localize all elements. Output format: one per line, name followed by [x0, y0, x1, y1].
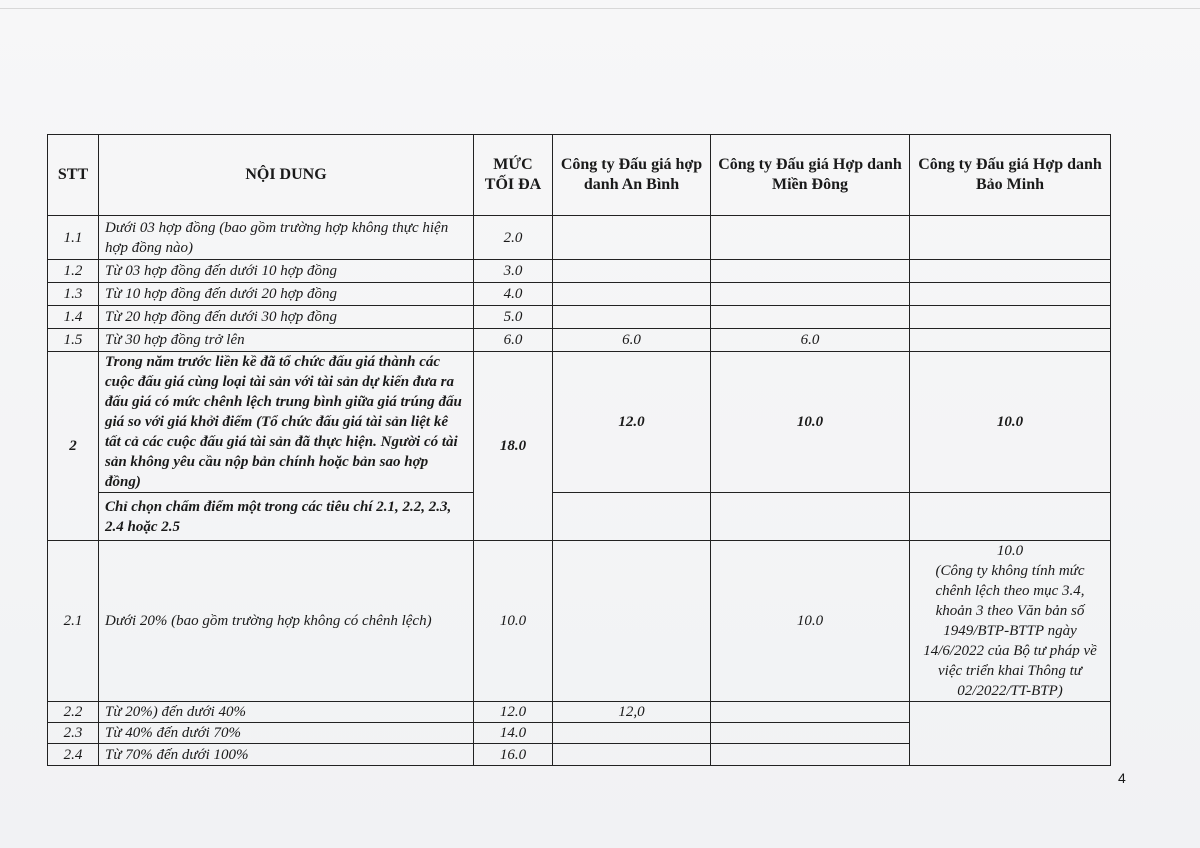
row-score-an-binh: [553, 260, 711, 283]
section-2-note-empty: [711, 493, 910, 541]
row-max: 2.0: [474, 216, 553, 260]
row-score-bao-minh: [910, 541, 1111, 702]
row-score-mien-dong: [711, 216, 910, 260]
row-stt: 1.2: [48, 260, 99, 283]
section-2-score-an-binh: 12.0: [553, 352, 711, 493]
row-score-bao-minh-empty: [910, 702, 1111, 766]
row-score-an-binh: 6.0: [553, 329, 711, 352]
table-row: [48, 216, 1111, 260]
row-content: Từ 20%) đến dưới 40%: [99, 702, 474, 723]
row-stt: 2.1: [48, 541, 99, 702]
row-content: Dưới 20% (bao gồm trường hợp không có chênh lệch): [99, 541, 474, 702]
row-max: 10.0: [474, 541, 553, 702]
row-score-an-binh: 12,0: [553, 702, 711, 723]
row-score-bao-minh: [910, 260, 1111, 283]
row-content: Từ 30 hợp đồng trở lên: [99, 329, 474, 352]
row-stt: 1.5: [48, 329, 99, 352]
header-company-mien-dong: Công ty Đấu giá Hợp danh Miền Đông: [711, 135, 910, 216]
row-max: 12.0: [474, 702, 553, 723]
row-score-an-binh: [553, 283, 711, 306]
row-content: Từ 70% đến dưới 100%: [99, 744, 474, 766]
row-score-mien-dong: [711, 744, 910, 766]
row-content: Dưới 03 hợp đồng (bao gồm trường hợp không thực hiện hợp đồng nào): [99, 216, 474, 260]
page-number: 4: [1118, 770, 1126, 786]
header-content: NỘI DUNG: [99, 135, 474, 216]
section-2-score-mien-dong: 10.0: [711, 352, 910, 493]
row-score-mien-dong: [711, 702, 910, 723]
row-score-mien-dong: 6.0: [711, 329, 910, 352]
section-2-stt: 2: [48, 352, 99, 541]
header-company-an-binh: Công ty Đấu giá hợp danh An Bình: [553, 135, 711, 216]
page-top-edge: [0, 8, 1200, 9]
row-score-bao-minh: [910, 329, 1111, 352]
row-score-bao-minh: [910, 216, 1111, 260]
row-max: 14.0: [474, 723, 553, 744]
row-score-an-binh: [553, 216, 711, 260]
row-stt: 2.2: [48, 702, 99, 723]
table-row: [48, 283, 1111, 306]
row-score-mien-dong: [711, 260, 910, 283]
table-row: [48, 306, 1111, 329]
row-content: Từ 10 hợp đồng đến dưới 20 hợp đồng: [99, 283, 474, 306]
row-score-mien-dong: [711, 723, 910, 744]
row-score-bao-minh: [910, 283, 1111, 306]
scoring-table: [47, 134, 1111, 766]
header-max: MỨC TỐI ĐA: [474, 135, 553, 216]
row-score-mien-dong: [711, 283, 910, 306]
header-company-bao-minh: Công ty Đấu giá Hợp danh Bảo Minh: [910, 135, 1111, 216]
row-max: 3.0: [474, 260, 553, 283]
header-stt: STT: [48, 135, 99, 216]
row-score-an-binh: [553, 541, 711, 702]
section-2-row: [48, 352, 1111, 493]
section-2-note-empty: [553, 493, 711, 541]
row-score-mien-dong: 10.0: [711, 541, 910, 702]
row-score-bao-minh: [910, 306, 1111, 329]
row-max: 16.0: [474, 744, 553, 766]
bao-minh-score-note: (Công ty không tính mức chênh lệch theo mục 3.4, khoản 3 theo Văn bản số 1949/BTP-BTTP ngày 14/6/2022 của Bộ tư pháp về việc triển khai Thông tư 02/2022/TT-BTP): [923, 563, 1097, 699]
section-2-note-row: [48, 493, 1111, 541]
section-2-max: 18.0: [474, 352, 553, 541]
row-stt: 1.3: [48, 283, 99, 306]
row-score-mien-dong: [711, 306, 910, 329]
row-score-an-binh: [553, 744, 711, 766]
row-content: Từ 20 hợp đồng đến dưới 30 hợp đồng: [99, 306, 474, 329]
row-stt: 1.1: [48, 216, 99, 260]
bao-minh-score-value: 10.0: [996, 543, 1024, 559]
row-stt: 2.4: [48, 744, 99, 766]
table-row: [48, 541, 1111, 702]
row-max: 5.0: [474, 306, 553, 329]
row-content: Từ 40% đến dưới 70%: [99, 723, 474, 744]
section-2-note-empty: [910, 493, 1111, 541]
table-row: [48, 260, 1111, 283]
row-score-an-binh: [553, 723, 711, 744]
table-header-row: [48, 135, 1111, 216]
table-row: [48, 702, 1111, 723]
table-row: [48, 329, 1111, 352]
section-2-score-bao-minh: 10.0: [910, 352, 1111, 493]
section-2-content: Trong năm trước liền kề đã tổ chức đấu giá thành các cuộc đấu giá cùng loại tài sản với tài sản dự kiến đưa ra đấu giá có mức chênh lệch trung bình giữa giá trúng đấu giá so với giá khởi điểm (Tổ chức đấu giá tài sản liệt kê tất cả các cuộc đấu giá tài sản đã thực hiện. Người có tài sản không yêu cầu nộp bản chính hoặc bản sao hợp đồng): [99, 352, 474, 493]
row-score-an-binh: [553, 306, 711, 329]
row-content: Từ 03 hợp đồng đến dưới 10 hợp đồng: [99, 260, 474, 283]
row-stt: 1.4: [48, 306, 99, 329]
row-max: 4.0: [474, 283, 553, 306]
row-max: 6.0: [474, 329, 553, 352]
section-2-note: Chỉ chọn chấm điểm một trong các tiêu chí 2.1, 2.2, 2.3, 2.4 hoặc 2.5: [99, 493, 474, 541]
row-stt: 2.3: [48, 723, 99, 744]
